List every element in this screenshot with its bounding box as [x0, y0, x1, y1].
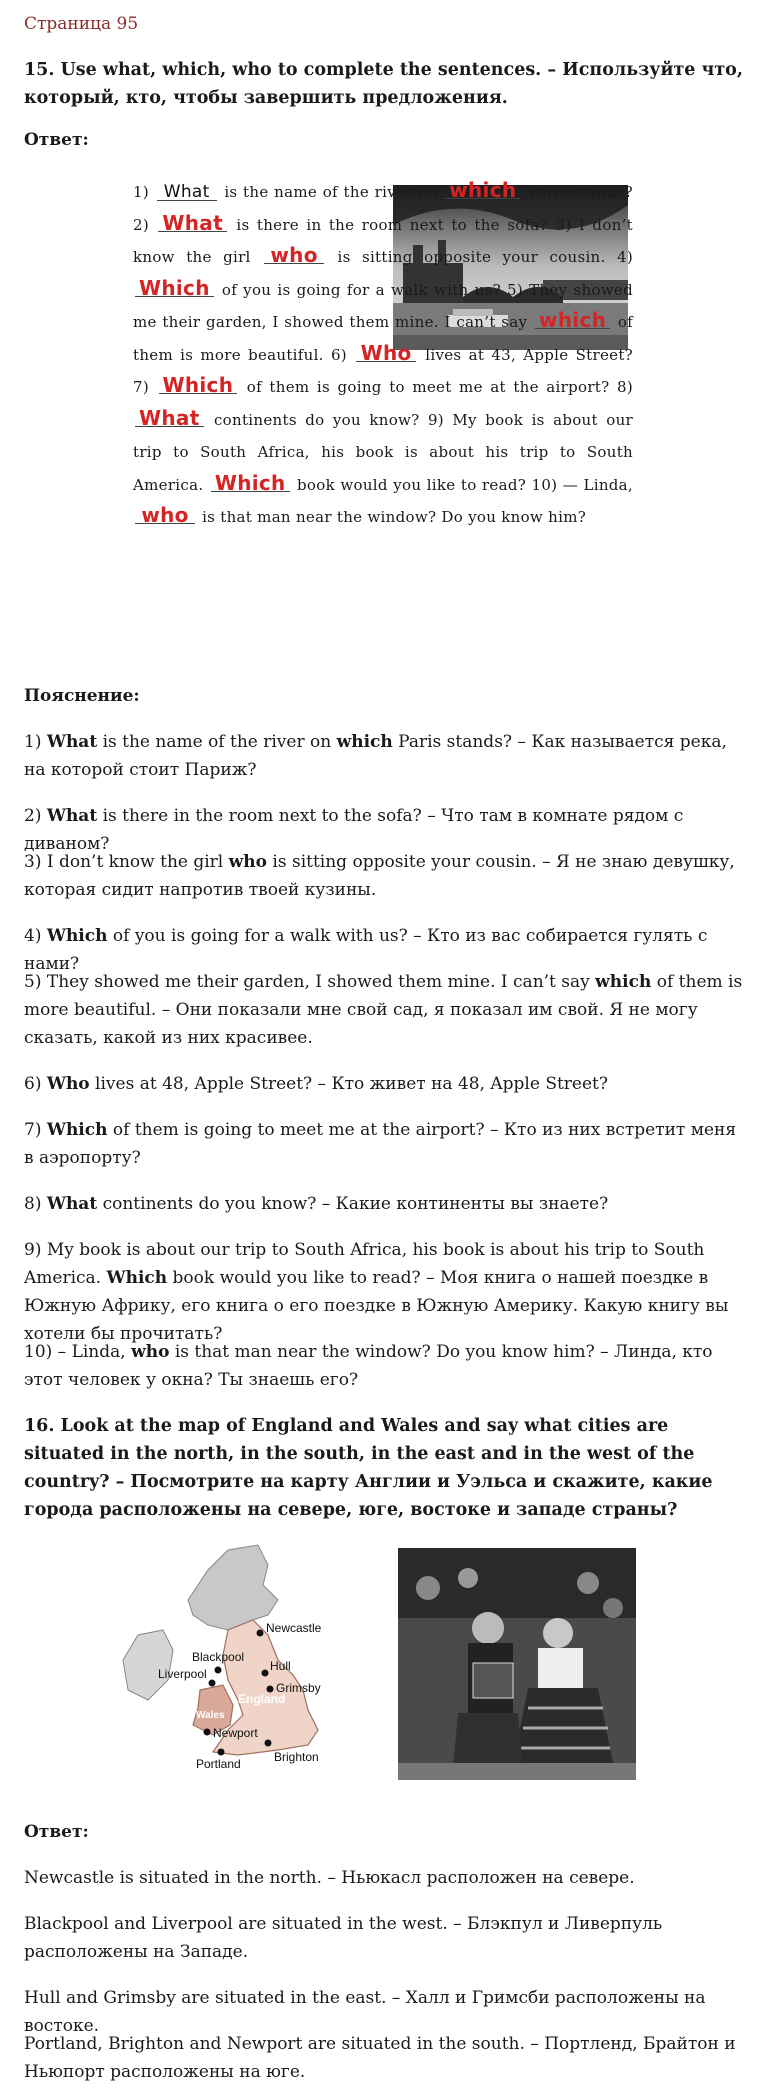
- ex-s1b: is the name of the river on: [224, 183, 438, 201]
- explanation-7: [24, 1116, 744, 1172]
- ex-s5a: 5) They showed me their garden, I showed them mine. I can’t say: [133, 280, 633, 331]
- map-label-england: England: [238, 1692, 286, 1706]
- map-label-liverpool: Liverpool: [158, 1667, 207, 1681]
- exp-text: 2): [24, 806, 47, 826]
- exp-text: lives at 48, Apple Street? – Кто живет на 48, Apple Street?: [89, 1074, 608, 1094]
- ex-s9a: 9) My book is about our trip to South Africa, his book is about his trip to South America.: [133, 410, 634, 494]
- exp-text: 7): [24, 1120, 47, 1140]
- map-label-wales: Wales: [196, 1710, 225, 1721]
- ex-s5b: of them is more beautiful.: [133, 313, 633, 364]
- map-label-newport: Newport: [213, 1726, 258, 1740]
- answer-word-6: which: [535, 312, 610, 329]
- answer-word-7: Who: [356, 345, 416, 362]
- ex-s6b: lives at 43, Apple Street?: [425, 345, 634, 364]
- map-label-hull: Hull: [270, 1659, 291, 1673]
- ex-s1c: Paris stands?: [528, 183, 634, 201]
- exp-text: of you is going for a walk with us? – Кто из вас собирается гулять с нами?: [24, 926, 708, 974]
- explanation-3: [24, 848, 744, 904]
- exp-bold: Which: [106, 1268, 168, 1288]
- england-wales-map: [118, 1540, 373, 1780]
- exp-text: of them is more beautiful. – Они показали мне свой сад, я показал им свой. Я не могу сказать, какой из них красивее.: [24, 972, 743, 1048]
- exp-text: 1): [24, 732, 47, 752]
- exp-text: book would you like to read? – Моя книга о нашей поездке в Южную Африку, его книга о его поездке в Южную Америку. Какую книгу вы хотели бы прочитать?: [24, 1268, 729, 1344]
- exp-text: 3) I don’t know the girl: [24, 852, 229, 872]
- exp-text: is the name of the river on: [97, 732, 337, 752]
- explanation-5: [24, 968, 744, 1052]
- task15-answer-label: Ответ:: [24, 130, 89, 150]
- answer-word-8: Which: [159, 377, 238, 394]
- ex-s7b: of them is going to meet me at the airport?: [246, 378, 610, 396]
- page-number: Страница 95: [24, 14, 139, 34]
- street-musicians-photo: [398, 1548, 636, 1780]
- answer-4: Portland, Brighton and Newport are situated in the south. – Портленд, Брайтон и Ньюпорт расположены на юге.: [24, 2034, 736, 2082]
- map-label-brighton: Brighton: [274, 1750, 319, 1764]
- exp-bold: which: [595, 972, 652, 992]
- answer-word-9: What: [135, 410, 204, 427]
- answer-word-1: What: [157, 184, 217, 201]
- ex-s9b: book would you like to read?: [297, 475, 527, 494]
- ex-s2b: is there in the room next to the sofa?: [236, 215, 549, 234]
- explanation-6: [24, 1070, 744, 1098]
- answer-word-5: Which: [135, 280, 214, 297]
- ex-s6a: 6): [330, 345, 347, 364]
- explanation-label: Пояснение:: [24, 686, 140, 706]
- ex-s7a: 7): [133, 378, 149, 396]
- answer-word-10: Which: [211, 475, 290, 492]
- exp-bold: who: [131, 1342, 170, 1362]
- exp-text: 6): [24, 1074, 47, 1094]
- task16-answer-label: Ответ:: [24, 1822, 89, 1842]
- answer-word-11: who: [135, 507, 195, 524]
- exp-text: 4): [24, 926, 47, 946]
- exp-bold: What: [46, 806, 98, 826]
- answer-2: Blackpool and Liverpool are situated in the west. – Блэкпул и Ливерпуль расположены на Западе.: [24, 1914, 663, 1962]
- exp-bold: Which: [46, 926, 108, 946]
- ex-s2a: 2): [133, 215, 149, 234]
- map-label-grimsby: Grimsby: [276, 1681, 321, 1695]
- task15-heading: 15. Use what, which, who to complete the sentences. – Используйте что, который, кто, чтобы завершить предложения.: [24, 60, 743, 108]
- ex-s1a: 1): [133, 183, 149, 201]
- map-label-blackpool: Blackpool: [192, 1650, 245, 1664]
- map-label-newcastle: Newcastle: [266, 1621, 322, 1635]
- map-label-portland: Portland: [196, 1757, 241, 1771]
- ex-s3a: 3) I don’t know the girl: [133, 215, 634, 266]
- answer-3: Hull and Grimsby are situated in the east. – Халл и Гримсби расположены на востоке.: [24, 1988, 706, 2036]
- explanation-10: [24, 1338, 744, 1394]
- ex-s8a: 8): [616, 378, 633, 396]
- ex-s10b: is that man near the window? Do you know him?: [202, 508, 587, 526]
- ex-s3b: is sitting opposite your cousin.: [337, 248, 606, 266]
- exercise-15-text: [133, 176, 633, 534]
- ex-s4a: 4): [617, 248, 633, 266]
- ex-s10a: 10) — Linda,: [531, 475, 633, 494]
- exp-text: Paris stands? – Как называется река, на которой стоит Париж?: [24, 732, 727, 780]
- answer-word-2: which: [445, 182, 520, 199]
- explanation-9: [24, 1236, 744, 1348]
- answer-word-3: What: [158, 215, 227, 232]
- exp-text: 9) My book is about our trip to South Africa, his book is about his trip to South America.: [24, 1240, 705, 1288]
- exp-bold: What: [46, 1194, 98, 1214]
- exp-text: is that man near the window? Do you know him? – Линда, кто этот человек у окна? Ты знаешь его?: [24, 1342, 713, 1390]
- answer-word-4: who: [264, 247, 324, 264]
- ex-s8b: continents do you know?: [213, 410, 420, 429]
- exp-bold: Which: [46, 1120, 108, 1140]
- exp-bold: What: [46, 732, 98, 752]
- exp-bold: who: [228, 852, 267, 872]
- exp-text: 5) They showed me their garden, I showed them mine. I can’t say: [24, 972, 596, 992]
- explanation-1: [24, 728, 744, 784]
- answer-1: Newcastle is situated in the north. – Ньюкасл расположен на севере.: [24, 1868, 635, 1888]
- exp-text: continents do you know? – Какие континенты вы знаете?: [97, 1194, 609, 1214]
- exp-text: of them is going to meet me at the airport? – Кто из них встретит меня в аэропорту?: [24, 1120, 737, 1168]
- exp-bold: Who: [46, 1074, 90, 1094]
- exp-bold: which: [336, 732, 393, 752]
- exp-text: is sitting opposite your cousin. – Я не знаю девушку, которая сидит напротив твоей кузины.: [24, 852, 735, 900]
- task16-heading: 16. Look at the map of England and Wales and say what cities are situated in the north, in the south, in the east and in the west of the country? – Посмотрите на карту Англии и Уэльса и скажите, какие города расположены на севере, юге, востоке и западе страны?: [24, 1416, 713, 1520]
- exp-text: 10) – Linda,: [24, 1342, 132, 1362]
- explanation-8: [24, 1190, 744, 1218]
- exp-text: 8): [24, 1194, 47, 1214]
- ex-s4b: of you is going for a walk with us?: [221, 280, 501, 299]
- exp-text: is there in the room next to the sofa? – Что там в комнате рядом с диваном?: [24, 806, 684, 854]
